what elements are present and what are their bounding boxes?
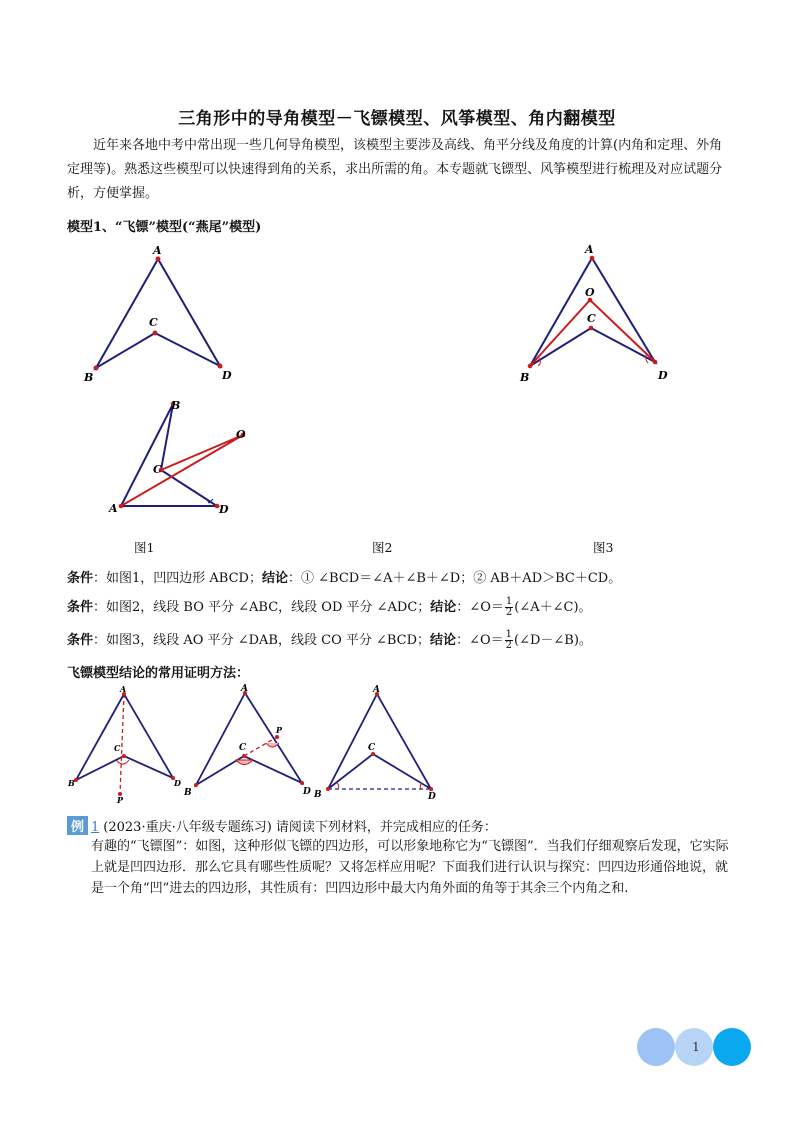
vertex-c xyxy=(242,754,246,758)
angle-mark-b xyxy=(337,783,339,789)
figure-3-angle-fold xyxy=(105,395,265,520)
condition-1 xyxy=(67,567,621,586)
angle-mark-b xyxy=(538,358,540,366)
label-d: D xyxy=(219,503,229,516)
condition-2 xyxy=(67,596,592,618)
proof-figure-3 xyxy=(311,684,441,804)
vertex-a xyxy=(156,257,161,262)
figure-2-dart-bisectors xyxy=(515,240,675,385)
label-o: O xyxy=(585,286,595,299)
vertex-p xyxy=(275,735,279,739)
example-body: 有趣的“飞镖图”：如图，这种形似飞镖的四边形，可以形象地称它为“飞镖图”．当我们仔细观察后发现，它实际上就是凹四边形．那么它具有哪些性质呢？又将怎样应用呢？下面我们进行认识与探究：凹四边形通俗地说，就是一个角“凹”进去的四边形，其性质有：凹四边形中最大内角外面的角等于其余三个内角之和. xyxy=(91,839,729,896)
vertex-d xyxy=(429,787,433,791)
label-d: D xyxy=(174,778,181,788)
label-p: P xyxy=(117,795,124,804)
label-p: P xyxy=(276,725,283,735)
label-b: B xyxy=(68,778,75,788)
label-b: B xyxy=(184,788,192,798)
label-b: B xyxy=(171,399,181,412)
label-a: A xyxy=(153,244,162,257)
conclusion-label: 结论 xyxy=(430,633,457,648)
label-c: C xyxy=(239,743,247,753)
label-a: A xyxy=(109,502,118,515)
conclusion-text: (∠A＋∠C)。 xyxy=(514,600,592,615)
pager-dot-left xyxy=(637,1028,675,1066)
vertex-c xyxy=(122,754,126,758)
vertex-d xyxy=(300,781,304,785)
dart-outline xyxy=(196,693,302,785)
dart-outline xyxy=(96,259,220,368)
extension-line xyxy=(120,694,124,794)
example-header xyxy=(67,816,497,835)
dart-outline xyxy=(121,404,217,506)
conclusion-text: ：∠O＝ xyxy=(456,600,504,615)
label-c: C xyxy=(368,743,376,753)
page-number: 1 xyxy=(692,1040,700,1054)
dart-outline xyxy=(328,694,431,789)
vertex-a xyxy=(590,256,595,261)
angle-mark-p xyxy=(266,743,279,747)
vertex-b xyxy=(326,787,330,791)
vertex-c xyxy=(153,331,158,336)
conclusion-text: ：① ∠BCD＝∠A＋∠B＋∠D；② AB＋AD＞BC＋CD。 xyxy=(288,571,622,586)
label-b: B xyxy=(520,371,530,384)
condition-3 xyxy=(67,629,592,651)
pager-dot-right xyxy=(713,1028,751,1066)
label-a: A xyxy=(585,243,594,256)
example-number[interactable]: 1 xyxy=(91,820,100,835)
angle-mark-c xyxy=(236,760,253,765)
vertex-b xyxy=(194,783,198,787)
condition-text: ：如图2，线段 BO 平分 ∠ABC，线段 OD 平分 ∠ADC； xyxy=(93,600,431,615)
condition-text: ：如图3，线段 AO 平分 ∠DAB，线段 CO 平分 ∠BCD； xyxy=(93,633,431,648)
label-b: B xyxy=(84,371,94,384)
condition-label: 条件 xyxy=(67,571,94,586)
vertex-c xyxy=(589,326,594,331)
label-a: A xyxy=(241,684,248,694)
intro-paragraph: 近年来各地中考中常出现一些几何导角模型，该模型主要涉及高线、角平分线及角度的计算(内角和定理、外角定理等)。熟悉这些模型可以快速得到角的关系，求出所需的角。本专题就飞镖型、风筝模型进行梳理及对应试题分析，方便掌握。 xyxy=(67,138,723,201)
example-badge: 例 xyxy=(67,816,88,835)
figure-2-label: 图2 xyxy=(372,540,393,555)
fraction-half: $\frac{1}{2}$ xyxy=(505,596,513,618)
figure-3-label: 图3 xyxy=(593,540,614,555)
condition-label: 条件 xyxy=(67,633,94,648)
page-title: 三角形中的导角模型－飞镖模型、风筝模型、角内翻模型 xyxy=(178,109,616,129)
angle-mark xyxy=(116,760,129,764)
label-d: D xyxy=(428,792,436,802)
conclusion-text: (∠D－∠B)。 xyxy=(514,633,592,648)
label-c: C xyxy=(149,316,158,329)
label-a: A xyxy=(373,685,380,695)
example-source: (2023·重庆·八年级专题练习) 请阅读下列材料，并完成相应的任务： xyxy=(103,820,497,835)
vertex-a xyxy=(119,504,124,509)
proof-figure-2 xyxy=(180,683,315,803)
proof-figure-1 xyxy=(62,684,187,804)
conclusion-label: 结论 xyxy=(261,571,288,586)
condition-label: 条件 xyxy=(67,600,94,615)
vertex-d xyxy=(218,364,223,369)
fraction-half: $\frac{1}{2}$ xyxy=(505,629,512,651)
figure-1-label: 图1 xyxy=(134,540,155,555)
label-d: D xyxy=(303,787,311,797)
vertex-b xyxy=(528,364,533,369)
page-number-badge xyxy=(637,1028,753,1068)
conclusion-label: 结论 xyxy=(430,600,457,615)
label-a: A xyxy=(120,684,127,694)
model-heading: 模型1、“飞镖”模型(“燕尾”模型) xyxy=(67,220,262,235)
dart-outline xyxy=(76,694,173,780)
label-o: O xyxy=(236,428,246,441)
conclusion-text: ：∠O＝ xyxy=(456,633,504,648)
label-c: C xyxy=(587,312,596,325)
label-c: C xyxy=(153,463,162,476)
label-d: D xyxy=(658,369,668,382)
condition-text: ：如图1，凹四边形 ABCD； xyxy=(93,571,262,586)
label-d: D xyxy=(222,369,232,382)
vertex-d xyxy=(653,360,658,365)
label-c: C xyxy=(114,743,121,753)
vertex-b xyxy=(94,366,99,371)
label-b: B xyxy=(314,790,322,800)
angle-mark-d xyxy=(420,783,422,789)
proof-heading: 飞镖模型结论的常用证明方法： xyxy=(67,666,250,681)
figure-1-dart xyxy=(78,240,248,385)
